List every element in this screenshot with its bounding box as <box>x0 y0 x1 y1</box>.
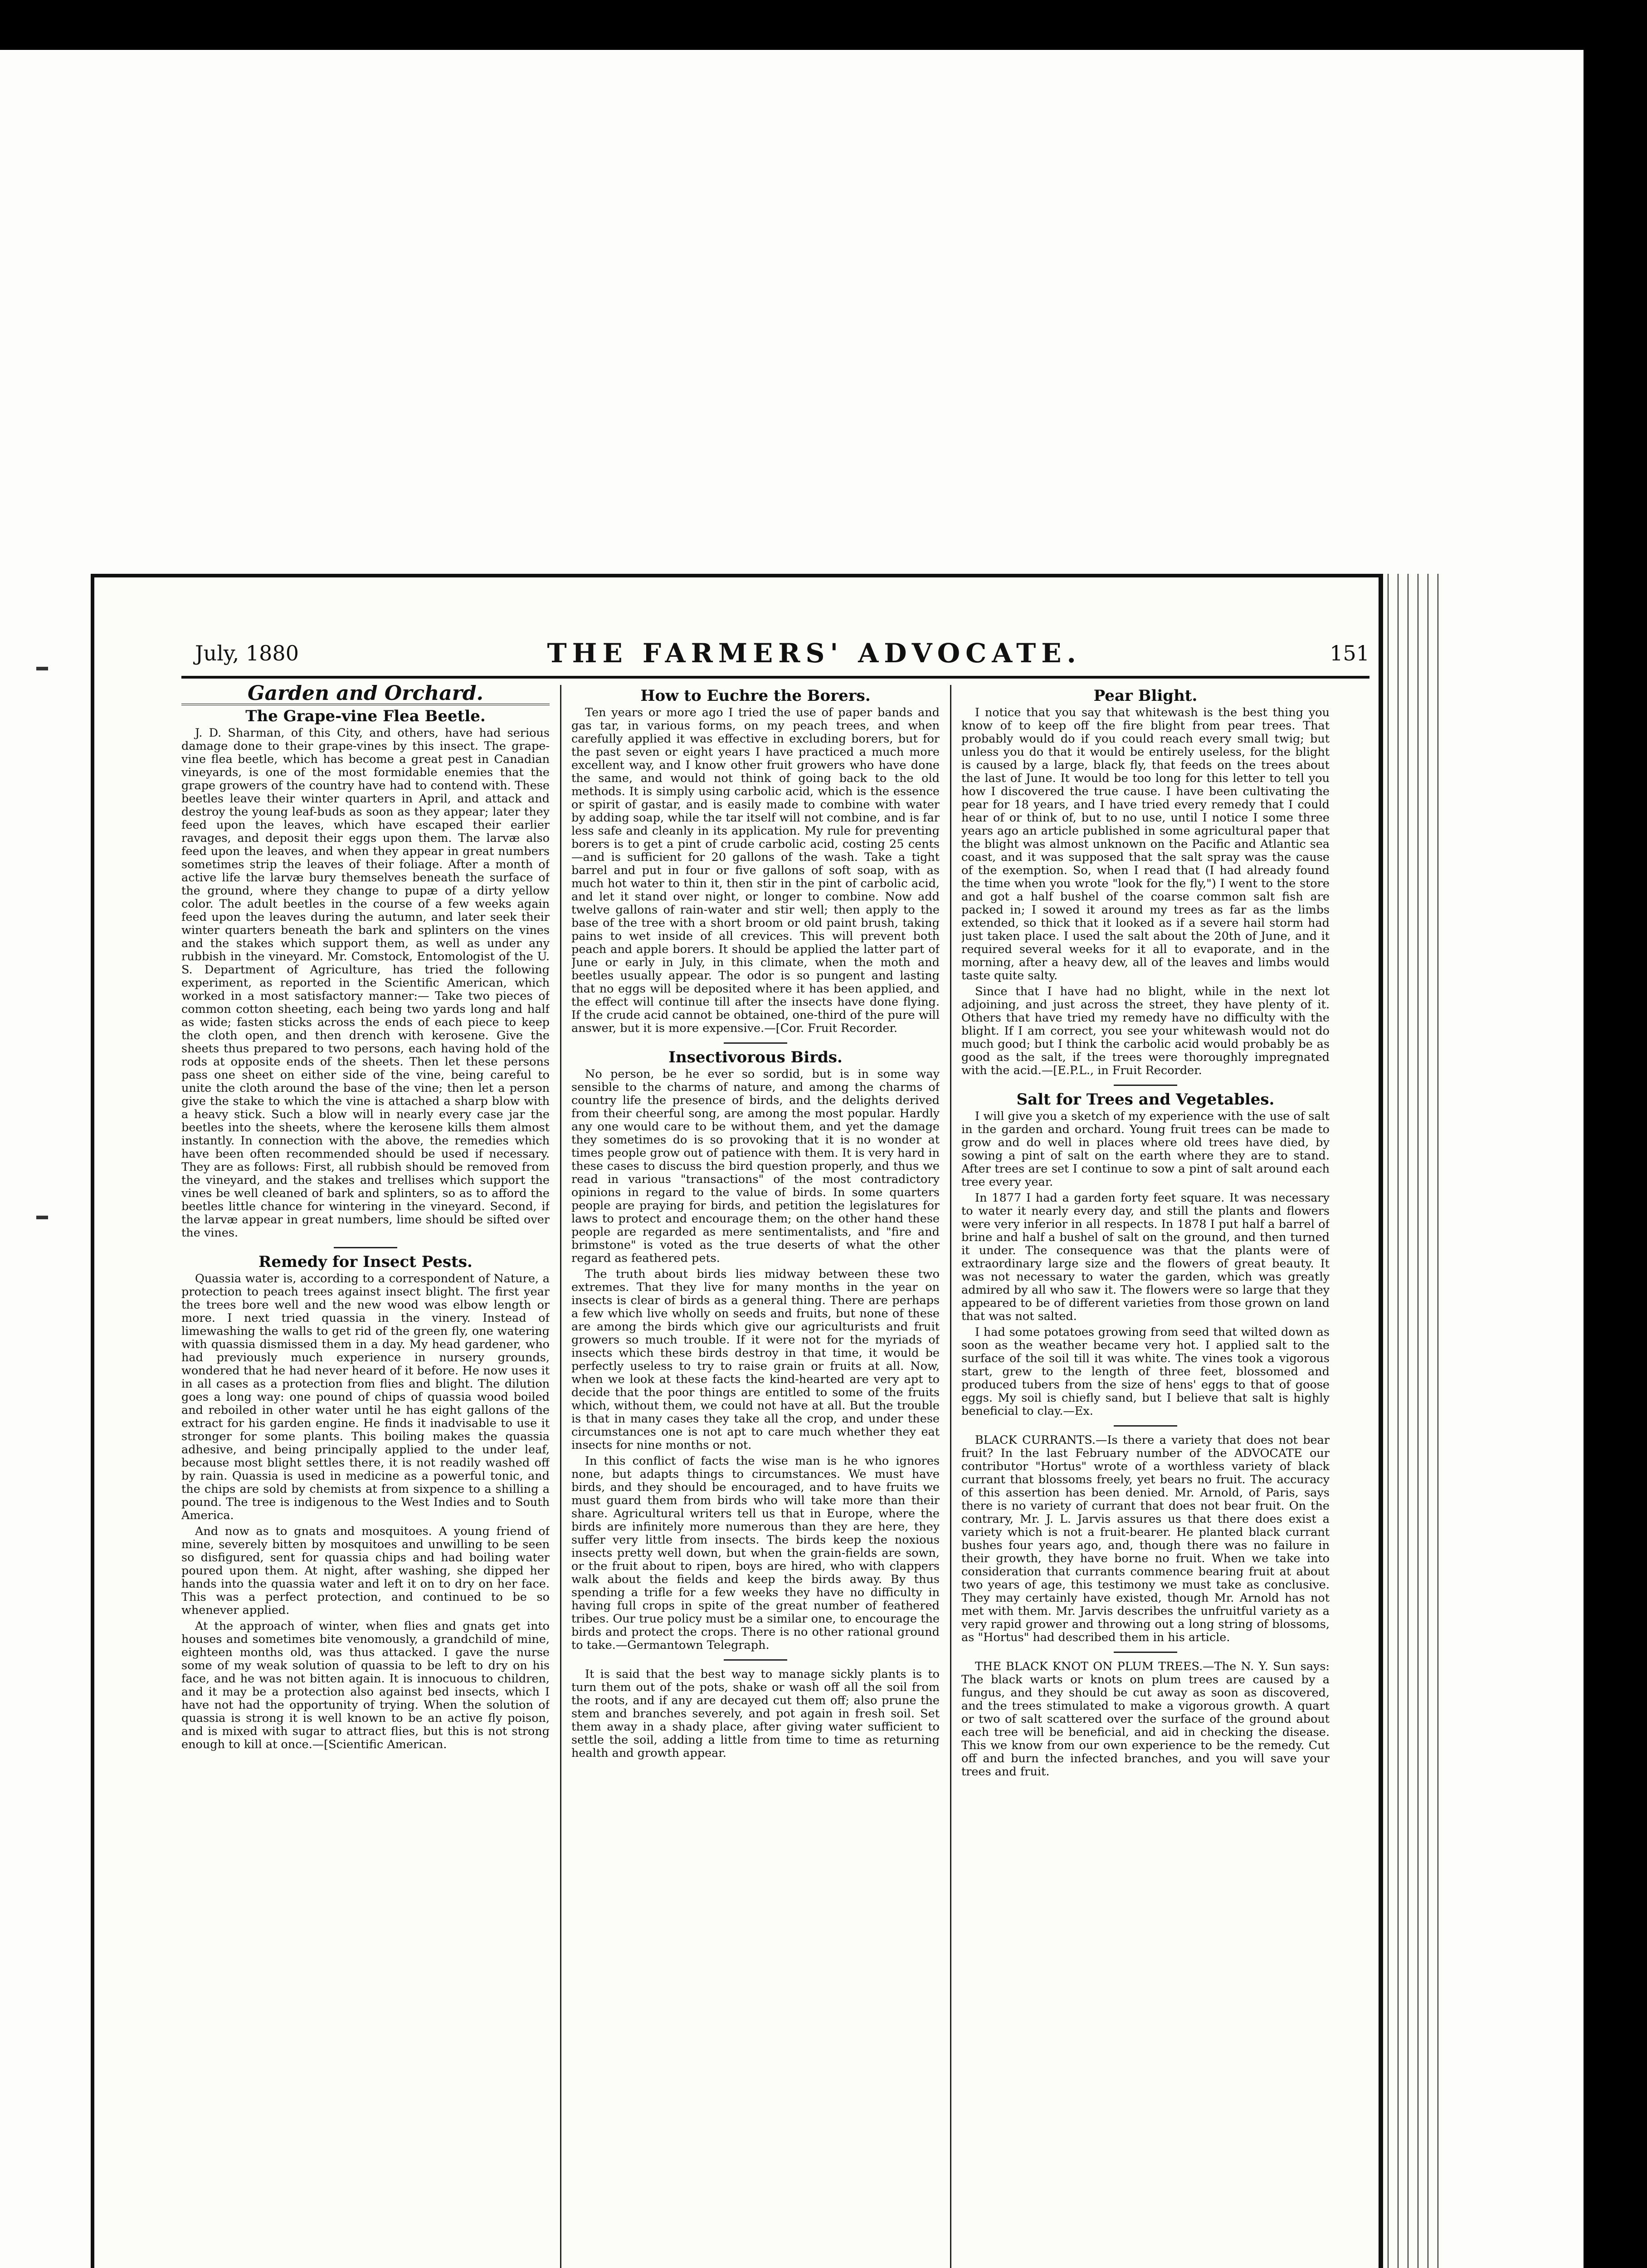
article-title: The Grape-vine Flea Beetle. <box>245 707 486 725</box>
newspaper-page <box>181 635 1369 2268</box>
divider <box>724 1659 787 1661</box>
article-paragraph: BLACK CURRANTS.—Is there a variety that does not bear fruit? In the last February number of the ADVOCATE our contributor "Hortus" wrote of a worthless variety of black currant that blossoms freely, yet bears no fruit. The accuracy of this assertion has been denied. Mr. Arnold, of Paris, says there is no variety of currant that does not bear fruit. On the contrary, Mr. J. L. Jarvis assures us that there does exist a variety which is not a fruit-bearer. He planted black currant bushes four years ago, and, though there was no failure in their growth, they have borne no fruit. When we take into consideration that currants commence bearing fruit at about two years of age, this testimony we must take as conclusive. They may certainly have existed, though Mr. Arnold has not met with them. Mr. Jarvis describes the unfruitful variety as a very rapid grower and throwing out a long string of blossoms, as "Hortus" had described them in his article. <box>961 1433 1330 1644</box>
article-paragraph: In this conflict of facts the wise man is he who ignores none, but adapts things to circumstances. We must have birds, and they should be encouraged, and to have fruits we must guard them from birds who will take more than their share. Agricultural writers tell us that in Europe, where the birds are infinitely more numerous than they are here, they suffer very little from insects. The birds keep the noxious insects pretty well down, but when the grain-fields are sown, or the fruit about to ripen, boys are hired, who with clappers walk about the fields and keep the birds away. By thus spending a trifle for a few weeks they have no difficulty in having full crops in spite of the great number of feathered tribes. Our true policy must be a similar one, to encourage the birds and protect the crops. There is no other rational ground to take.—Germantown Telegraph. <box>571 1454 940 1652</box>
article-paragraph: THE BLACK KNOT ON PLUM TREES.—The N. Y. Sun says: The black warts or knots on plum trees are caused by a fungus, and they should be cut away as soon as discovered, and the trees stimulated to make a vigorous growth. A quart or two of salt scattered over the surface of the ground about each tree will be beneficial, and aid in checking the disease. This we know from our own experience to be the remedy. Cut off and burn the infected branches, and you will save your trees and fruit. <box>961 1660 1330 1779</box>
header-rule <box>181 676 1369 679</box>
article-paragraph: Ten years or more ago I tried the use of paper bands and gas tar, in various forms, on my peach trees, and when carefully applied it was effective in excluding borers, but for the past seven or eight years I have practiced a much more excellent way, and I know other fruit growers who have done the same, and would not think of going back to the old methods. It is simply using carbolic acid, which is the essence or spirit of gastar, and is easily made to combine with water by adding soap, while the tar itself will not combine, and is far less safe and cleanly in its application. My rule for preventing borers is to get a pint of crude carbolic acid, costing 25 cents—and is sufficient for 20 gallons of the wash. Take a tight barrel and put in four or five gallons of soft soap, with as much hot water to thin it, then stir in the pint of carbolic acid, and let it stand over night, or longer to combine. Now add twelve gallons of rain-water and stir well; then apply to the base of the tree with a short broom or old paint brush, taking pains to wet inside of all crevices. This will prevent both peach and apple borers. It should be applied the latter part of June or early in July, in this climate, when the moth and beetles usually appear. The odor is so pungent and lasting that no eggs will be deposited where it has been applied, and the effect will continue till after the insects have done flying. If the crude acid cannot be obtained, one-third of the pure will answer, but it is more expensive.—[Cor. Fruit Recorder. <box>571 706 940 1035</box>
article-title: Insectivorous Birds. <box>668 1048 843 1066</box>
article-paragraph: It is said that the best way to manage sickly plants is to turn them out of the pots, shake or wash off all the soil from the roots, and if any are decayed cut them off; also prune the stem and branches severely, and pot again in fresh soil. Set them away in a shady place, after giving water sufficient to settle the soil, adding a little from time to time as returning health and growth appear. <box>571 1667 940 1760</box>
margin-mark <box>36 1216 48 1219</box>
article-paragraph: I will give you a sketch of my experience with the use of salt in the garden and orchard. Young fruit trees can be made to grow and do well in places where old trees have died, by sowing a pint of salt on the earth where they are to stand. After trees are set I continue to sow a pint of salt around each tree every year. <box>961 1110 1330 1189</box>
issue-date: July, 1880 <box>195 641 299 665</box>
page-header <box>181 635 1369 671</box>
divider <box>334 1247 397 1248</box>
article-paragraph: J. D. Sharman, of this City, and others, have had serious damage done to their grape-vines by this insect. The grape-vine flea beetle, which has become a great pest in Canadian vineyards, is one of the most formidable enemies that the grape growers of the country have had to contend with. These beetles leave their winter quarters in April, and attack and destroy the young leaf-buds as soon as they appear; later they feed upon the leaves, which have escaped their earlier ravages, and deposit their eggs upon them. The larvæ also feed upon the leaves, and when they appear in great numbers sometimes strip the leaves of their foliage. After a month of active life the larvæ bury themselves beneath the surface of the ground, where they change to pupæ of a dirty yellow color. The adult beetles in the course of a few weeks again feed upon the leaves during the autumn, and later seek their winter quarters beneath the bark and splinters on the vines and the stakes which support them, as well as under any rubbish in the vineyard. Mr. Comstock, Entomologist of the U. S. Department of Agriculture, has tried the following experiment, as reported in the Scientific American, which worked in a most satisfactory manner:— Take two pieces of common cotton sheeting, each being two yards long and half as wide; fasten sticks across the ends of each piece to keep the cloth open, and then drench with kerosene. Give the sheets thus prepared to two persons, each having hold of the rods at opposite ends of the sheets. Then let these persons pass one sheet on either side of the vine, being careful to unite the cloth around the base of the vine; then let a person give the stake to which the vine is attached a sharp blow with a heavy stick. Such a blow will in nearly every case jar the beetles into the sheets, where the kerosene kills them almost instantly. In connection with the above, the remedies which have been often recommended should be used if necessary. They are as follows: First, all rubbish should be removed from the vineyard, and the stakes and trellises which support the vines be well cleaned of bark and splinters, so as to afford the beetles little chance for wintering in the vineyard. Second, if the larvæ appear in great numbers, lime should be sifted over the vines. <box>181 726 550 1240</box>
article-paragraph: Since that I have had no blight, while in the next lot adjoining, and just across the street, they have plenty of it. Others that have tried my remedy have no difficulty with the blight. If I am correct, you see your whitewash would not do much good; but I think the carbolic acid would probably be as good as the salt, if the trees were thoroughly impregnated with the acid.—[E.P.L., in Fruit Recorder. <box>961 985 1330 1077</box>
article-paragraph: And now as to gnats and mosquitoes. A young friend of mine, severely bitten by mosquitoes and unwilling to be seen so disfigured, sent for quassia chips and had boiling water poured upon them. At night, after washing, she dipped her hands into the quassia water and left it on to dry on her face. This was a perfect protection, and continued to be so whenever applied. <box>181 1525 550 1617</box>
article-paragraph: In 1877 I had a garden forty feet square. It was necessary to water it nearly every day, and still the plants and flowers were very inferior in all respects. In 1878 I put half a barrel of brine and half a bushel of salt on the ground, and then turned it under. The consequence was that the plants were of extraordinary large size and the flowers of great beauty. It was not necessary to water the garden, which was greatly admired by all who saw it. The flowers were so large that they appeared to be of different varieties from those grown on land that was not salted. <box>961 1191 1330 1323</box>
article-title: How to Euchre the Borers. <box>640 687 871 705</box>
column-rule <box>560 685 561 2268</box>
divider <box>1114 1425 1177 1427</box>
divider <box>724 1042 787 1044</box>
column-2 <box>571 685 940 2268</box>
masthead: THE FARMERS' ADVOCATE. <box>547 638 1082 669</box>
section-title: Garden and Orchard. <box>181 687 550 705</box>
article-title: Pear Blight. <box>1093 687 1198 705</box>
article-paragraph: The truth about birds lies midway between these two extremes. That they live for many months in the year on insects is clear of birds as a general thing. There are perhaps a few which live wholly on seeds and fruits, but none of these are among the birds which give our agriculturists and fruit growers so much trouble. If it were not for the myriads of insects which these birds destroy in that time, it would be perfectly useless to try to raise grain or fruits at all. Now, when we look at these facts the kind-hearted are very apt to decide that the poor things are entitled to some of the fruits which, without them, we could not have at all. But the trouble is that in many cases they take all the crop, and under these circumstances one is not apt to care much whether they eat insects for nine months or not. <box>571 1267 940 1452</box>
article-title: Salt for Trees and Vegetables. <box>1016 1090 1275 1109</box>
article-paragraph: At the approach of winter, when flies and gnats get into houses and sometimes bite venomously, a grandchild of mine, eighteen months old, was thus attacked. I gave the nurse some of my weak solution of quassia to be left to dry on his face, and he was not bitten again. It is innocuous to children, and it may be a protection also against bed insects, which I have not had the opportunity of trying. When the solution of quassia is strong it is well known to be an active fly poison, and is mixed with sugar to attract flies, but this is not strong enough to kill at once.—[Scientific American. <box>181 1619 550 1751</box>
column-3 <box>961 685 1330 2268</box>
article-paragraph: Quassia water is, according to a correspondent of Nature, a protection to peach trees against insect blight. The first year the trees bore well and the new wood was elbow length or more. I next tried quassia in the vinery. Instead of limewashing the walls to get rid of the green fly, one watering with quassia dismissed them in a day. My head gardener, who had previously much experience in nursery grounds, wondered that he had never heard of it before. He now uses it in all cases as a protection from flies and blight. The dilution goes a long way: one pound of chips of quassia wood boiled and reboiled in other water until he has eight gallons of the extract for his garden engine. He finds it inadvisable to use it stronger for some plants. This boiling makes the quassia adhesive, and being principally applied to the under leaf, because most blight settles there, it is not readily washed off by rain. Quassia is used in medicine as a powerful tonic, and the chips are sold by chemists at from sixpence to a shilling a pound. The tree is indigenous to the West Indies and to South America. <box>181 1272 550 1522</box>
article-paragraph: No person, be he ever so sordid, but is in some way sensible to the charms of nature, and among the charms of country life the presence of birds, and the delights derived from their cheerful song, are among the most popular. Hardly any one would care to be without them, and yet the damage they sometimes do is so provoking that it is no wonder at times people grow out of patience with them. It is very hard in these cases to discuss the bird question properly, and thus we read in various "transactions" of the most contradictory opinions in regard to the value of birds. In some quarters people are praying for birds, and petition the legislatures for laws to protect and encourage them; on the other hand these people are regarded as mere sentimentalists, and "fire and brimstone" is voted as the true deserts of what the other regard as feathered pets. <box>571 1067 940 1265</box>
article-paragraph: I notice that you say that whitewash is the best thing you know of to keep off the fire blight from pear trees. That probably would do if you could reach every small twig; but unless you do that it would be entirely useless, for the blight is caused by a large, black fly, that feeds on the trees about the last of June. It would be too long for this letter to tell you how I discovered the true cause. I have been cultivating the pear for 18 years, and I have tried every remedy that I could hear of or think of, but to no use, until I notice I some three years ago an article published in some agricultural paper that the blight was almost unknown on the Pacific and Atlantic sea coast, and it was supposed that the salt spray was the cause of the exemption. So, when I read that (I had already found the time when you wrote "look for the fly,") I went to the store and got a half bushel of the coarse common salt fish are packed in; I sowed it around my trees as far as the limbs extended, so thick that it looked as if a severe hail storm had just taken place. I used the salt about the 20th of June, and it required several weeks for it all to evaporate, and in the morning, after a heavy dew, all of the leaves and limbs would taste quite salty. <box>961 706 1330 982</box>
divider <box>1114 1085 1177 1086</box>
column-rule <box>950 685 951 2268</box>
page-gutter-edge <box>1379 574 1442 2268</box>
article-title: Remedy for Insect Pests. <box>258 1253 473 1271</box>
page-number: 151 <box>1330 641 1369 665</box>
divider <box>1114 1652 1177 1653</box>
margin-mark <box>36 667 48 670</box>
article-paragraph: I had some potatoes growing from seed that wilted down as soon as the weather became very hot. I applied salt to the surface of the soil till it was white. The vines took a vigorous start, grew to the length of three feet, blossomed and produced tubers from the size of hens' eggs to that of goose eggs. My soil is chiefly sand, but I believe that salt is highly beneficial to clay.—Ex. <box>961 1325 1330 1418</box>
column-1 <box>181 685 550 2268</box>
